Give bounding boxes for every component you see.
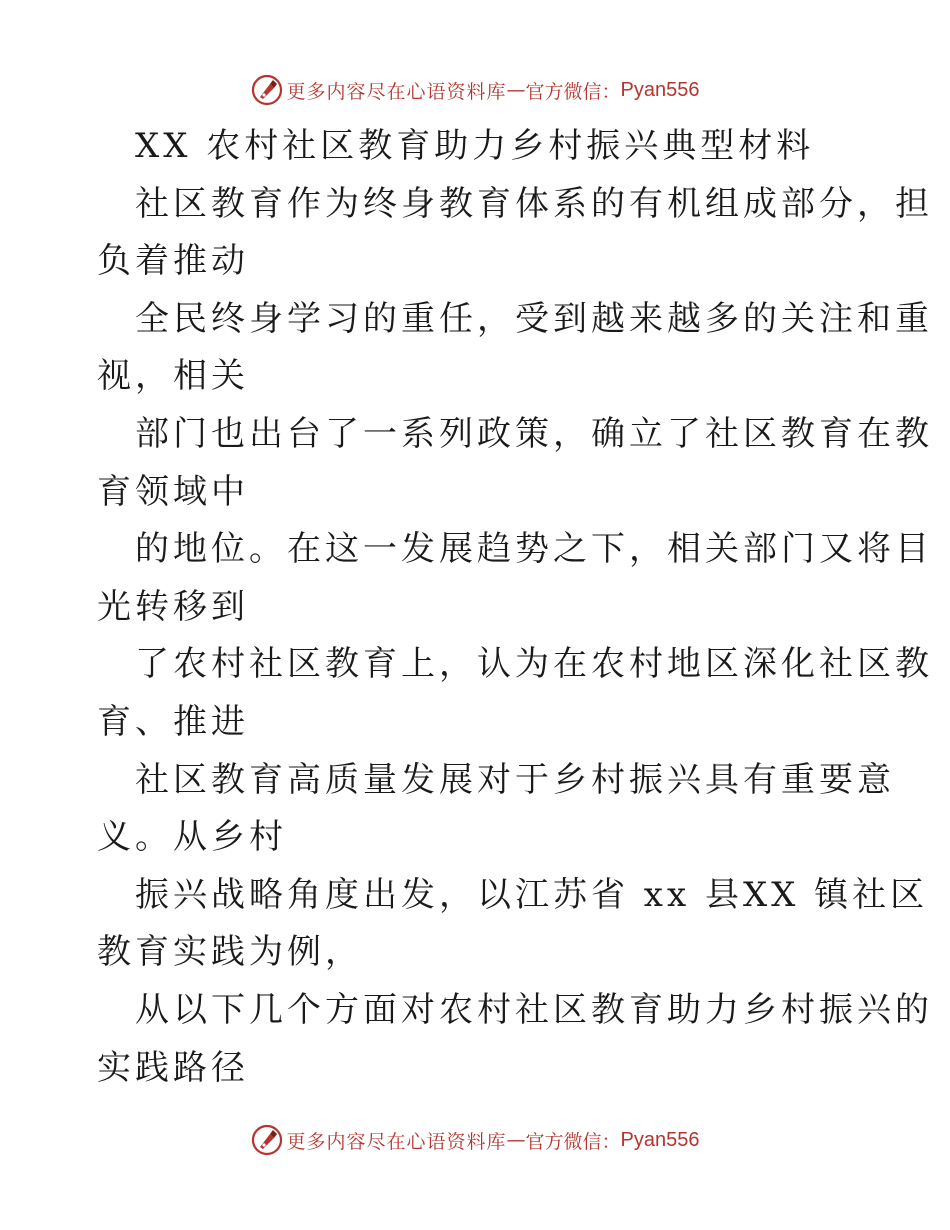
paragraph-line: 社区教育作为终身教育体系的有机组成部分，担 [135, 183, 933, 224]
paragraph-line: 教育实践为例， [97, 932, 363, 973]
paragraph-line: 育领域中 [97, 471, 249, 512]
paragraph-line: 社区教育高质量发展对于乡村振兴具有重要意 [135, 759, 895, 800]
paragraph-line: 义。从乡村 [97, 817, 287, 858]
paragraph-line: 部门也出台了一系列政策，确立了社区教育在教 [135, 413, 933, 454]
banner-brand-text: 更多内容尽在心语资料库 [286, 1130, 507, 1153]
paragraph-line: 从以下几个方面对农村社区教育助力乡村振兴的 [135, 989, 933, 1030]
paragraph-line: 光转移到 [97, 586, 249, 627]
banner-wechat-id: Pyan556 [620, 1128, 700, 1151]
paragraph-line: 全民终身学习的重任，受到越来越多的关注和重 [135, 298, 933, 339]
pen-nib-logo-icon [251, 74, 283, 106]
document-title: XX 农村社区教育助力乡村振兴典型材料 [135, 126, 815, 166]
banner-wechat-label: 官方微信： [525, 80, 621, 103]
paragraph-line: 视，相关 [97, 356, 249, 397]
footer-watermark-banner [0, 1120, 950, 1160]
paragraph-line: 实践路径 [97, 1047, 249, 1088]
header-watermark-banner [0, 70, 950, 110]
banner-separator: — [506, 1129, 526, 1151]
banner-wechat-id: Pyan556 [620, 78, 700, 101]
paragraph-line: 育、推进 [97, 701, 249, 742]
paragraph-line: 负着推动 [97, 241, 249, 282]
paragraph-line: 了农村社区教育上，认为在农村地区深化社区教 [135, 644, 933, 685]
banner-brand-text: 更多内容尽在心语资料库 [286, 80, 507, 103]
document-body [97, 118, 933, 1097]
banner-wechat-label: 官方微信： [525, 1130, 621, 1153]
paragraph-line: 的地位。在这一发展趋势之下，相关部门又将目 [135, 529, 933, 570]
paragraph-line: 振兴战略角度出发，以江苏省 xx 县XX 镇社区 [135, 874, 929, 915]
banner-separator: — [506, 79, 526, 101]
pen-nib-logo-icon [251, 1124, 283, 1156]
